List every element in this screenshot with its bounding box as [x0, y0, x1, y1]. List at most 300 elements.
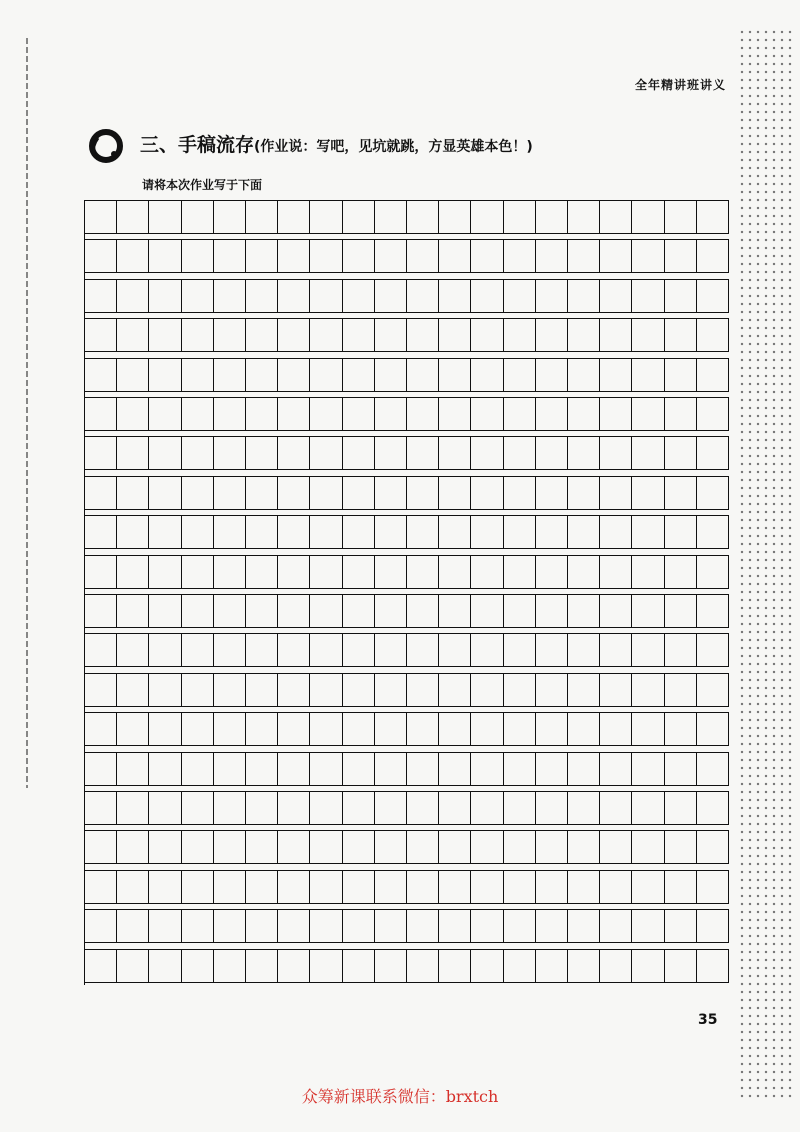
grid-cell[interactable] — [471, 713, 503, 745]
grid-cell[interactable] — [246, 792, 278, 824]
grid-cell[interactable] — [471, 201, 503, 233]
grid-cell[interactable] — [375, 950, 407, 982]
grid-cell[interactable] — [600, 437, 632, 469]
grid-cell[interactable] — [665, 437, 697, 469]
grid-cell[interactable] — [343, 280, 375, 312]
grid-cell[interactable] — [407, 831, 439, 863]
grid-cell[interactable] — [182, 595, 214, 627]
grid-cell[interactable] — [310, 240, 342, 272]
grid-cell[interactable] — [246, 516, 278, 548]
grid-cell[interactable] — [407, 910, 439, 942]
grid-cell[interactable] — [536, 910, 568, 942]
grid-cell[interactable] — [439, 477, 471, 509]
grid-cell[interactable] — [117, 280, 149, 312]
grid-cell[interactable] — [85, 871, 117, 903]
grid-cell[interactable] — [665, 477, 697, 509]
grid-cell[interactable] — [632, 831, 664, 863]
grid-cell[interactable] — [310, 477, 342, 509]
grid-cell[interactable] — [665, 871, 697, 903]
grid-cell[interactable] — [632, 950, 664, 982]
grid-cell[interactable] — [600, 595, 632, 627]
grid-cell[interactable] — [697, 280, 729, 312]
grid-cell[interactable] — [246, 280, 278, 312]
grid-cell[interactable] — [117, 477, 149, 509]
grid-cell[interactable] — [117, 910, 149, 942]
grid-cell[interactable] — [665, 556, 697, 588]
grid-cell[interactable] — [536, 240, 568, 272]
grid-cell[interactable] — [600, 280, 632, 312]
grid-cell[interactable] — [568, 516, 600, 548]
grid-cell[interactable] — [568, 398, 600, 430]
grid-cell[interactable] — [439, 950, 471, 982]
grid-cell[interactable] — [536, 477, 568, 509]
grid-cell[interactable] — [600, 240, 632, 272]
grid-cell[interactable] — [439, 792, 471, 824]
grid-cell[interactable] — [632, 240, 664, 272]
grid-cell[interactable] — [536, 359, 568, 391]
grid-cell[interactable] — [471, 240, 503, 272]
grid-cell[interactable] — [407, 595, 439, 627]
grid-cell[interactable] — [278, 595, 310, 627]
grid-cell[interactable] — [149, 556, 181, 588]
grid-cell[interactable] — [471, 871, 503, 903]
grid-cell[interactable] — [632, 871, 664, 903]
grid-cell[interactable] — [471, 319, 503, 351]
grid-cell[interactable] — [375, 753, 407, 785]
grid-cell[interactable] — [310, 595, 342, 627]
grid-cell[interactable] — [375, 437, 407, 469]
grid-cell[interactable] — [310, 792, 342, 824]
grid-cell[interactable] — [665, 595, 697, 627]
grid-cell[interactable] — [310, 831, 342, 863]
grid-cell[interactable] — [149, 674, 181, 706]
grid-cell[interactable] — [568, 910, 600, 942]
grid-cell[interactable] — [85, 201, 117, 233]
grid-cell[interactable] — [697, 240, 729, 272]
grid-cell[interactable] — [504, 674, 536, 706]
grid-cell[interactable] — [665, 950, 697, 982]
grid-cell[interactable] — [278, 556, 310, 588]
grid-cell[interactable] — [697, 556, 729, 588]
grid-cell[interactable] — [278, 950, 310, 982]
grid-cell[interactable] — [117, 201, 149, 233]
grid-cell[interactable] — [600, 674, 632, 706]
grid-cell[interactable] — [214, 674, 246, 706]
grid-cell[interactable] — [117, 398, 149, 430]
grid-cell[interactable] — [85, 713, 117, 745]
grid-cell[interactable] — [568, 831, 600, 863]
grid-cell[interactable] — [343, 871, 375, 903]
grid-cell[interactable] — [375, 516, 407, 548]
grid-cell[interactable] — [310, 910, 342, 942]
grid-cell[interactable] — [632, 319, 664, 351]
grid-cell[interactable] — [149, 634, 181, 666]
grid-cell[interactable] — [246, 674, 278, 706]
grid-cell[interactable] — [536, 871, 568, 903]
grid-cell[interactable] — [375, 398, 407, 430]
grid-cell[interactable] — [439, 398, 471, 430]
grid-cell[interactable] — [310, 280, 342, 312]
grid-cell[interactable] — [632, 792, 664, 824]
grid-cell[interactable] — [117, 634, 149, 666]
grid-cell[interactable] — [310, 556, 342, 588]
grid-cell[interactable] — [246, 359, 278, 391]
grid-cell[interactable] — [182, 359, 214, 391]
grid-cell[interactable] — [117, 674, 149, 706]
grid-cell[interactable] — [439, 753, 471, 785]
grid-cell[interactable] — [214, 713, 246, 745]
grid-cell[interactable] — [568, 477, 600, 509]
grid-cell[interactable] — [471, 556, 503, 588]
grid-cell[interactable] — [278, 753, 310, 785]
grid-cell[interactable] — [375, 634, 407, 666]
grid-cell[interactable] — [214, 437, 246, 469]
grid-cell[interactable] — [214, 319, 246, 351]
grid-cell[interactable] — [471, 477, 503, 509]
grid-cell[interactable] — [182, 319, 214, 351]
grid-cell[interactable] — [214, 595, 246, 627]
grid-cell[interactable] — [407, 201, 439, 233]
grid-cell[interactable] — [407, 359, 439, 391]
grid-cell[interactable] — [343, 437, 375, 469]
grid-cell[interactable] — [536, 516, 568, 548]
grid-cell[interactable] — [375, 871, 407, 903]
grid-cell[interactable] — [310, 359, 342, 391]
grid-cell[interactable] — [439, 280, 471, 312]
grid-cell[interactable] — [471, 359, 503, 391]
grid-cell[interactable] — [85, 280, 117, 312]
grid-cell[interactable] — [407, 240, 439, 272]
grid-cell[interactable] — [278, 792, 310, 824]
grid-cell[interactable] — [149, 201, 181, 233]
grid-cell[interactable] — [214, 280, 246, 312]
grid-cell[interactable] — [310, 871, 342, 903]
grid-cell[interactable] — [632, 556, 664, 588]
grid-cell[interactable] — [310, 674, 342, 706]
grid-cell[interactable] — [149, 871, 181, 903]
grid-cell[interactable] — [632, 437, 664, 469]
grid-cell[interactable] — [149, 753, 181, 785]
grid-cell[interactable] — [85, 595, 117, 627]
grid-cell[interactable] — [471, 831, 503, 863]
grid-cell[interactable] — [471, 753, 503, 785]
grid-cell[interactable] — [375, 319, 407, 351]
grid-cell[interactable] — [117, 319, 149, 351]
grid-cell[interactable] — [246, 201, 278, 233]
grid-cell[interactable] — [536, 950, 568, 982]
grid-cell[interactable] — [182, 240, 214, 272]
grid-cell[interactable] — [471, 634, 503, 666]
grid-cell[interactable] — [149, 831, 181, 863]
grid-cell[interactable] — [632, 516, 664, 548]
grid-cell[interactable] — [697, 831, 729, 863]
grid-cell[interactable] — [85, 753, 117, 785]
grid-cell[interactable] — [504, 556, 536, 588]
grid-cell[interactable] — [632, 753, 664, 785]
grid-cell[interactable] — [407, 753, 439, 785]
grid-cell[interactable] — [343, 595, 375, 627]
grid-cell[interactable] — [504, 516, 536, 548]
grid-cell[interactable] — [407, 950, 439, 982]
grid-cell[interactable] — [182, 556, 214, 588]
grid-cell[interactable] — [117, 595, 149, 627]
grid-cell[interactable] — [246, 871, 278, 903]
grid-cell[interactable] — [375, 910, 407, 942]
grid-cell[interactable] — [343, 831, 375, 863]
grid-cell[interactable] — [214, 753, 246, 785]
grid-cell[interactable] — [310, 398, 342, 430]
grid-cell[interactable] — [149, 792, 181, 824]
grid-cell[interactable] — [214, 201, 246, 233]
grid-cell[interactable] — [536, 831, 568, 863]
grid-cell[interactable] — [343, 556, 375, 588]
grid-cell[interactable] — [182, 201, 214, 233]
grid-cell[interactable] — [149, 477, 181, 509]
grid-cell[interactable] — [343, 674, 375, 706]
grid-cell[interactable] — [214, 477, 246, 509]
grid-cell[interactable] — [310, 634, 342, 666]
grid-cell[interactable] — [568, 753, 600, 785]
grid-cell[interactable] — [117, 753, 149, 785]
grid-cell[interactable] — [214, 792, 246, 824]
grid-cell[interactable] — [536, 319, 568, 351]
grid-cell[interactable] — [85, 634, 117, 666]
grid-cell[interactable] — [600, 359, 632, 391]
grid-cell[interactable] — [246, 910, 278, 942]
grid-cell[interactable] — [697, 634, 729, 666]
grid-cell[interactable] — [182, 792, 214, 824]
grid-cell[interactable] — [407, 556, 439, 588]
grid-cell[interactable] — [407, 792, 439, 824]
grid-cell[interactable] — [665, 398, 697, 430]
grid-cell[interactable] — [504, 595, 536, 627]
grid-cell[interactable] — [697, 516, 729, 548]
grid-cell[interactable] — [375, 831, 407, 863]
grid-cell[interactable] — [182, 280, 214, 312]
grid-cell[interactable] — [246, 437, 278, 469]
grid-cell[interactable] — [278, 713, 310, 745]
grid-cell[interactable] — [85, 910, 117, 942]
grid-cell[interactable] — [149, 713, 181, 745]
grid-cell[interactable] — [375, 713, 407, 745]
grid-cell[interactable] — [697, 398, 729, 430]
grid-cell[interactable] — [246, 831, 278, 863]
grid-cell[interactable] — [471, 792, 503, 824]
grid-cell[interactable] — [278, 280, 310, 312]
grid-cell[interactable] — [278, 477, 310, 509]
grid-cell[interactable] — [665, 319, 697, 351]
grid-cell[interactable] — [632, 910, 664, 942]
grid-cell[interactable] — [536, 280, 568, 312]
grid-cell[interactable] — [439, 634, 471, 666]
grid-cell[interactable] — [182, 398, 214, 430]
grid-cell[interactable] — [632, 359, 664, 391]
grid-cell[interactable] — [375, 201, 407, 233]
grid-cell[interactable] — [568, 201, 600, 233]
grid-cell[interactable] — [471, 437, 503, 469]
grid-cell[interactable] — [471, 516, 503, 548]
grid-cell[interactable] — [278, 674, 310, 706]
grid-cell[interactable] — [246, 595, 278, 627]
grid-cell[interactable] — [536, 713, 568, 745]
grid-cell[interactable] — [182, 674, 214, 706]
grid-cell[interactable] — [85, 319, 117, 351]
grid-cell[interactable] — [504, 950, 536, 982]
grid-cell[interactable] — [149, 359, 181, 391]
grid-cell[interactable] — [182, 831, 214, 863]
grid-cell[interactable] — [343, 634, 375, 666]
grid-cell[interactable] — [117, 792, 149, 824]
grid-cell[interactable] — [504, 871, 536, 903]
grid-cell[interactable] — [568, 595, 600, 627]
grid-cell[interactable] — [117, 437, 149, 469]
grid-cell[interactable] — [536, 398, 568, 430]
grid-cell[interactable] — [214, 556, 246, 588]
grid-cell[interactable] — [149, 240, 181, 272]
grid-cell[interactable] — [343, 516, 375, 548]
grid-cell[interactable] — [85, 398, 117, 430]
grid-cell[interactable] — [504, 753, 536, 785]
manuscript-grid[interactable] — [84, 200, 729, 985]
grid-cell[interactable] — [214, 910, 246, 942]
grid-cell[interactable] — [149, 950, 181, 982]
grid-cell[interactable] — [117, 240, 149, 272]
grid-cell[interactable] — [407, 477, 439, 509]
grid-cell[interactable] — [697, 871, 729, 903]
grid-cell[interactable] — [632, 398, 664, 430]
grid-cell[interactable] — [117, 950, 149, 982]
grid-cell[interactable] — [504, 910, 536, 942]
grid-cell[interactable] — [568, 871, 600, 903]
grid-cell[interactable] — [439, 595, 471, 627]
grid-cell[interactable] — [214, 398, 246, 430]
grid-cell[interactable] — [536, 634, 568, 666]
grid-cell[interactable] — [439, 437, 471, 469]
grid-cell[interactable] — [439, 319, 471, 351]
grid-cell[interactable] — [504, 477, 536, 509]
grid-cell[interactable] — [407, 516, 439, 548]
grid-cell[interactable] — [117, 871, 149, 903]
grid-cell[interactable] — [85, 477, 117, 509]
grid-cell[interactable] — [536, 595, 568, 627]
grid-cell[interactable] — [343, 753, 375, 785]
grid-cell[interactable] — [278, 319, 310, 351]
grid-cell[interactable] — [665, 753, 697, 785]
grid-cell[interactable] — [246, 950, 278, 982]
grid-cell[interactable] — [375, 556, 407, 588]
grid-cell[interactable] — [504, 634, 536, 666]
grid-cell[interactable] — [568, 713, 600, 745]
grid-cell[interactable] — [407, 674, 439, 706]
grid-cell[interactable] — [117, 831, 149, 863]
grid-cell[interactable] — [343, 950, 375, 982]
grid-cell[interactable] — [439, 556, 471, 588]
grid-cell[interactable] — [343, 240, 375, 272]
grid-cell[interactable] — [568, 950, 600, 982]
grid-cell[interactable] — [568, 674, 600, 706]
grid-cell[interactable] — [665, 713, 697, 745]
grid-cell[interactable] — [504, 831, 536, 863]
grid-cell[interactable] — [149, 319, 181, 351]
grid-cell[interactable] — [568, 280, 600, 312]
grid-cell[interactable] — [278, 871, 310, 903]
grid-cell[interactable] — [568, 792, 600, 824]
grid-cell[interactable] — [632, 713, 664, 745]
grid-cell[interactable] — [536, 674, 568, 706]
grid-cell[interactable] — [439, 516, 471, 548]
grid-cell[interactable] — [600, 831, 632, 863]
grid-cell[interactable] — [600, 398, 632, 430]
grid-cell[interactable] — [214, 950, 246, 982]
grid-cell[interactable] — [85, 556, 117, 588]
grid-cell[interactable] — [246, 753, 278, 785]
grid-cell[interactable] — [697, 674, 729, 706]
grid-cell[interactable] — [214, 871, 246, 903]
grid-cell[interactable] — [471, 910, 503, 942]
grid-cell[interactable] — [182, 871, 214, 903]
grid-cell[interactable] — [85, 359, 117, 391]
grid-cell[interactable] — [697, 792, 729, 824]
grid-cell[interactable] — [665, 910, 697, 942]
grid-cell[interactable] — [600, 753, 632, 785]
grid-cell[interactable] — [375, 240, 407, 272]
grid-cell[interactable] — [407, 713, 439, 745]
grid-cell[interactable] — [439, 871, 471, 903]
grid-cell[interactable] — [343, 201, 375, 233]
grid-cell[interactable] — [343, 359, 375, 391]
grid-cell[interactable] — [568, 240, 600, 272]
grid-cell[interactable] — [246, 556, 278, 588]
grid-cell[interactable] — [343, 398, 375, 430]
grid-cell[interactable] — [375, 595, 407, 627]
grid-cell[interactable] — [568, 437, 600, 469]
grid-cell[interactable] — [600, 634, 632, 666]
grid-cell[interactable] — [439, 910, 471, 942]
grid-cell[interactable] — [149, 516, 181, 548]
grid-cell[interactable] — [85, 950, 117, 982]
grid-cell[interactable] — [246, 713, 278, 745]
grid-cell[interactable] — [632, 634, 664, 666]
grid-cell[interactable] — [310, 516, 342, 548]
grid-cell[interactable] — [600, 477, 632, 509]
grid-cell[interactable] — [214, 634, 246, 666]
grid-cell[interactable] — [536, 437, 568, 469]
grid-cell[interactable] — [85, 437, 117, 469]
grid-cell[interactable] — [665, 831, 697, 863]
grid-cell[interactable] — [407, 280, 439, 312]
grid-cell[interactable] — [600, 910, 632, 942]
grid-cell[interactable] — [214, 516, 246, 548]
grid-cell[interactable] — [439, 359, 471, 391]
grid-cell[interactable] — [504, 201, 536, 233]
grid-cell[interactable] — [343, 792, 375, 824]
grid-cell[interactable] — [85, 831, 117, 863]
grid-cell[interactable] — [697, 950, 729, 982]
grid-cell[interactable] — [600, 556, 632, 588]
grid-cell[interactable] — [665, 674, 697, 706]
grid-cell[interactable] — [536, 792, 568, 824]
grid-cell[interactable] — [600, 319, 632, 351]
grid-cell[interactable] — [85, 240, 117, 272]
grid-cell[interactable] — [375, 359, 407, 391]
grid-cell[interactable] — [310, 319, 342, 351]
grid-cell[interactable] — [665, 201, 697, 233]
grid-cell[interactable] — [375, 792, 407, 824]
grid-cell[interactable] — [278, 359, 310, 391]
grid-cell[interactable] — [407, 437, 439, 469]
grid-cell[interactable] — [85, 674, 117, 706]
grid-cell[interactable] — [375, 477, 407, 509]
